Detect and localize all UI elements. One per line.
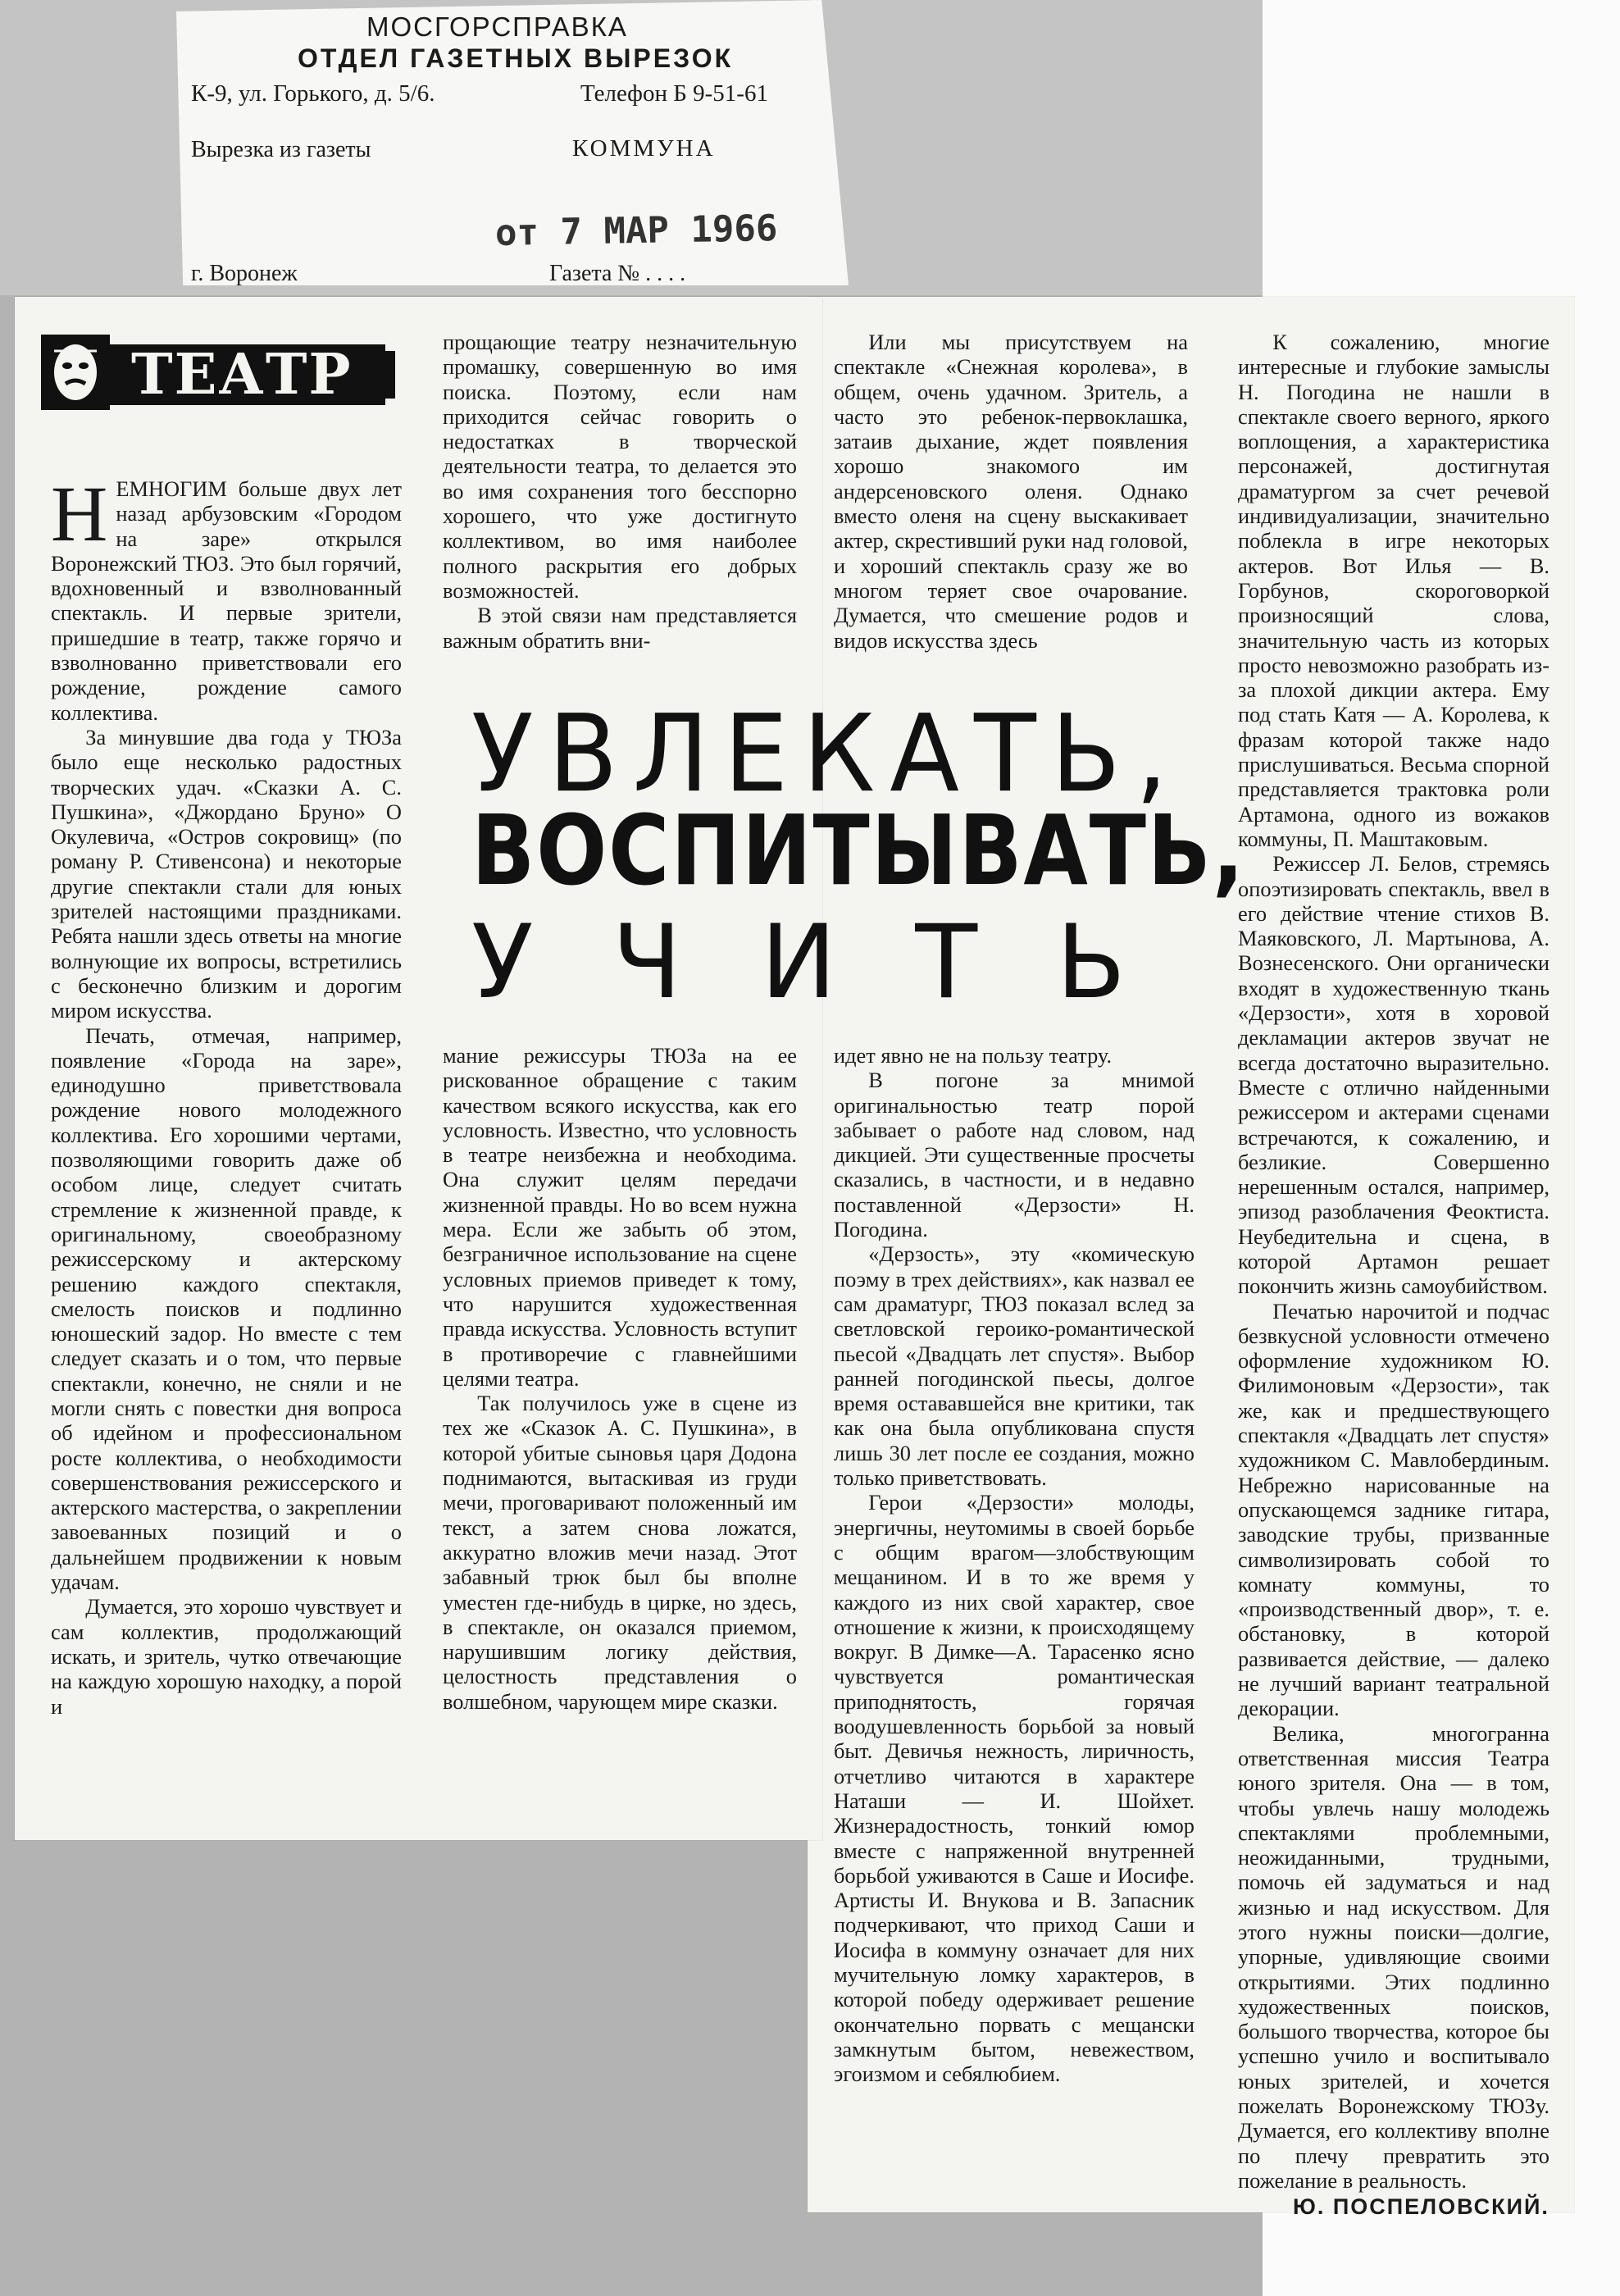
stamp-dept: ОТДЕЛ ГАЗЕТНЫХ ВЫРЕЗОК: [298, 43, 734, 73]
section-title: ТЕАТР: [131, 342, 353, 408]
paragraph: За минувшие два года у ТЮЗа было еще несколько радостных творческих удач. «Сказки А. С. Пушкина», «Джордано Бруно» О Окулевича, «Остров сокровищ» (по роману Р. Стивенсона) и некоторые другие спектакли стали для юных зрителей настоящими праздниками. Ребята нашли здесь ответы на многие волнующие их вопросы, встретились с бесконечно близким и дорогим миром искусства.: [51, 724, 402, 1023]
paragraph: «Дерзость», эту «комическую поэму в трех действиях», как назвал ее сам драматург, ТЮЗ показал вслед за светловской героико-романтической пьесой «Двадцать лет спустя». Выбор ранней погодинской пьесы, долгое время остававшейся вне критики, так как она была опубликована спустя лишь 30 лет после ее создания, можно только приветствовать.: [834, 1241, 1195, 1491]
paragraph: Режиссер Л. Белов, стремясь опоэтизировать спектакль, ввел в его действие чтение стихов В. Маяковского, Л. Мартынова, А. Вознесенского. Они органически входят в художественную ткань «Дерзости», хотя в хоровой декламации актеров звучат не всегда достаточно выразительно. Вместе с отлично найденными режиссером и актерами сценами встречаются, к сожалению, и безликие. Совершенно нерешенным остался, например, эпизод разоблачения Феоктиста. Неубедительна и сцена, в которой Артамон решает покончить жизнь самоубийством.: [1238, 851, 1549, 1299]
paragraph: Печать, отмечая, например, появление «Города на заре», единодушно приветствовала рождение нового молодежного коллектива. Его хорошими чертами, позволяющими говорить даже об особом лице, следует считать стремление к жизненной правде, к оригинальному, своеобразному режиссерскому и актерскому решению каждого спектакля, смелость поисков и подлинно юношеский задор. Но вместе с тем следует сказать и о том, что первые спектакли, конечно, не сняли и не могли снять с повестки дня вопроса об идейном и профессиональном росте коллектива, о необходимости совершенствования режиссерского и актерского мастерства, о закреплении завоеванных позиций и о дальнейшем продвижении к новым удачам.: [51, 1023, 402, 1595]
stamp-org: МОСГОРСПРАВКА: [366, 11, 628, 42]
headline-line-3: УЧИТЬ: [471, 904, 1205, 1022]
paragraph: К сожалению, многие интересные и глубокие замыслы Н. Погодина не нашли в спектакле своего верного, яркого воплощения, а характеристика персонажей, достигнутая драматургом за счет речевой индивидуализации, значительно поблекла в игре некоторых актеров. Вот Илья — В. Горбунов, скороговоркой произносящий слова, значительную часть из которых просто невозможно разобрать из-за плохой дикции актера. Ему под стать Катя — А. Королева, к фразам которой также надо прислушиваться. Весьма спорной представляется трактовка роли Артамона, одного из вожаков коммуны, П. Маштаковым.: [1238, 330, 1549, 851]
headline-line-2: ВОСПИТЫВАТЬ,: [471, 794, 1245, 907]
headline-line-1: УВЛЕКАТЬ,: [471, 692, 1183, 817]
article-column-2-top: [443, 330, 797, 653]
paragraph: Так получилось уже в сцене из тех же «Сказок А. С. Пушкина», в которой убитые сыновья царя Додона поднимаются, вытаскивая из груди мечи, проговаривают положенный им текст, а затем снова ложатся, аккуратно вложив мечи назад. Этот забавный трюк был бы вполне уместен где-нибудь в цирке, но здесь, в спектакле, он оказался приемом, нарушившим логику действия, целостность представления о волшебном, чарующем мире сказки.: [443, 1391, 797, 1714]
paragraph: Думается, это хорошо чувствует и сам коллектив, продолжающий искать, и зритель, чутко отвечающие на каждую хорошую находку, а порой и: [51, 1594, 402, 1719]
article-column-3-top: [834, 330, 1188, 653]
paragraph: Герои «Дерзости» молоды, энергичны, неутомимы в своей борьбе с общим врагом—злобствующим мещанином. И в то же время у каждого из них свой характер, свое отношение к жизни, к происходящему вокруг. В Димке—А. Тарасенко ясно чувствуется романтическая приподнятость, горячая воодушевленность борьбой за новый быт. Девичья нежность, лиричность, отчетливо читаются в характере Наташи — И. Шойхет. Жизнерадостность, тонкий юмор вместе с напряженной внутренней борьбой уживаются в Саше и Иосифе. Артисты И. Внукова и В. Запасник подчеркивают, что приход Саши и Иосифа в коммуну означает для них мучительную ломку характеров, в которой победу одерживает решение окончательно порвать с мещански замкнутым бытом, невежеством, эгоизмом и себялюбием.: [834, 1490, 1195, 2087]
article-column-3-bottom: [834, 1043, 1195, 2086]
paragraph: В погоне за мнимой оригинальностью театр порой забывает о работе над словом, над дикцией. Эти существенные просчеты сказались, в частности, и в недавно поставленной «Дерзости» Н. Погодина.: [834, 1068, 1195, 1242]
stamp-phone: Телефон Б 9-51-61: [580, 80, 768, 107]
paragraph: Велика, многогранна ответственная миссия Театра юного зрителя. Она — в том, чтобы увлечь нашу молодежь спектаклями проблемными, неожиданными, трудными, помочь ей задуматься и над жизнью и над искусством. Для этого нужны поиски—долгие, упорные, удивляющие своими открытиями. Этих подлинно художественных поисков, большого творчества, которое бы успешно учило и воспитывало юных зрителей, и хочется пожелать Воронежскому ТЮЗу. Думается, его коллективу вполне по плечу превратить это пожелание в реальность.: [1238, 1720, 1549, 2193]
paragraph: В этой связи нам представляется важным обратить вни-: [443, 603, 797, 653]
drop-cap: Н: [51, 470, 108, 558]
paragraph: мание режиссуры ТЮЗа на ее рискованное обращение с таким качеством всякого искусства, как его условность. Известно, что условность в театре неизбежна и необходима. Она служит целям передачи жизненной правды. Но во всем нужна мера. Если же забыть об этом, безграничное использование на сцене условных приемов приведет к тому, что нарушится художественная правда искусства. Условность вступит в противоречие с главнейшими целями театра.: [443, 1043, 797, 1391]
stamp-newspaper: КОММУНА: [572, 135, 716, 162]
paragraph: прощающие театру незначительную промашку, совершенную во имя поиска. Поэтому, если нам приходится сейчас говорить о недостатках в творческой деятельности театра, то делается это во имя сохранения того бесспорно хорошего, что уже достигнуто коллективом, во имя наиболее полного раскрытия его добрых возможностей.: [443, 330, 797, 603]
stamp-clip-label: Вырезка из газеты: [191, 137, 371, 162]
section-logo: [41, 326, 397, 418]
article-column-2-bottom: [443, 1043, 797, 1714]
author-signature: Ю. ПОСПЕЛОВСКИЙ.: [1293, 2194, 1549, 2219]
paragraph: Печатью нарочитой и подчас безвкусной условности отмечено оформление художником Ю. Филимоновым «Дерзости», так же, как и предшествующего спектакля «Двадцать лет спустя» художником С. Мавлобердиным. Небрежно нарисованные на опускающемся заднике гитара, заводские трубы, призванные символизировать собой то комнату коммуны, то «производственный двор», т. е. обстановку, в которой развивается действие, — далеко не лучший вариант театральной декорации.: [1238, 1298, 1549, 1721]
stamp-date: от 7 МАР 1966: [494, 207, 778, 255]
article-column-4: [1238, 330, 1549, 2193]
stamp-address: К-9, ул. Горького, д. 5/6.: [191, 80, 435, 107]
stamp-city: г. Воронеж: [191, 261, 298, 286]
paragraph: Или мы присутствуем на спектакле «Снежная королева», в общем, очень удачном. Зритель, а часто это ребенок-первоклашка, затаив дыхание, ждет появления хорошо знакомого им андерсеновского оленя. Однако вместо оленя на сцену выскакивает актер, скрестивший руки над головой, и хороший спектакль сразу же во многом теряет свое очарование. Думается, что смешение родов и видов искусства здесь: [834, 330, 1188, 653]
paragraph: НЕМНОГИМ больше двух лет назад арбузовским «Городом на заре» открылся Воронежский ТЮЗ. Это был горячий, вдохновенный и взволнованный спектакль. И первые зрители, пришедшие в театр, также горячо и взволнованно приветствовали его рождение, рождение самого коллектива.: [51, 470, 402, 725]
stamp-issue: Газета № . . . .: [549, 261, 686, 286]
article-column-1: [51, 470, 402, 1719]
theatre-mask-icon: [41, 335, 110, 410]
paragraph: идет явно не на пользу театру.: [834, 1043, 1113, 1068]
